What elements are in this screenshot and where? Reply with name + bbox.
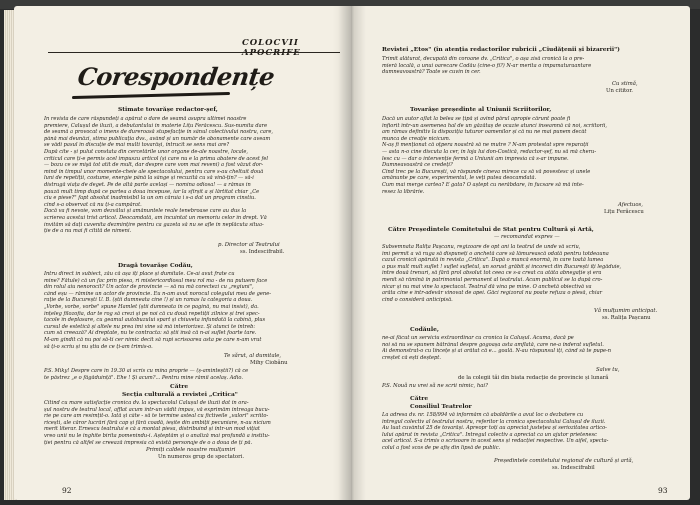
- section-logo: Corespondențe: [75, 62, 277, 91]
- letter3-closing-group: Un numeros grup de spectatori.: [158, 454, 245, 460]
- block5-to-name: Consiliul Teatrelor: [410, 403, 472, 410]
- text-line: P.S. Miky! Despre care în 19.30 ai scris cu mîna proprie — (ș-aminteștii?) că ce: [44, 368, 249, 374]
- block1-closing-name: Un cititor.: [606, 88, 633, 94]
- text-line: dumneavoastră? Toate se cuvin în cer.: [382, 69, 481, 76]
- text-line: înțeleg filozofia, dar te rog să crezi și pe noi că cu două repetiții zilnice și trei spec-: [44, 310, 260, 317]
- left-fold-shadow: [332, 6, 352, 500]
- text-line: acel articol. S-a trimis o scrisoare în acest sens și redacției respective. Un aifel, specta-: [382, 438, 609, 445]
- text-line: te păstrez „e o făgăduință". Ehe ! Și acum?... Pentru mine rămîi acelaș. Adio.: [44, 374, 243, 381]
- text-line: Cînd trec pe la București, vă răspunde cineva mireze ca să vă povestesc și unele: [382, 168, 591, 175]
- text-line: — bozu ce se mişă tot atît de mult, dar despre care vom mai reveni) a fost văzut dor-: [44, 162, 263, 169]
- text-line: M-am gîndit că nu poi să-ti cer nimic decît să rupi scrisoarea asta pe care n-am vrut: [44, 337, 262, 343]
- text-line: cursul de estetică și altele nu prea îmi vine să mă interiorizez. Și atunci te întreb:: [44, 323, 256, 330]
- letter1-salutation: Stimate tovarășe redactor-șef,: [118, 106, 218, 113]
- text-line: creștet că ești deștept.: [382, 354, 441, 361]
- text-line: Citind cu mare satisfacție cronica dv. la spectacolul Calușul de iluzii dat în ora-: [44, 400, 249, 406]
- section-logo-underline: [72, 92, 230, 99]
- letter1-signature-name: ss. Indescifrabil.: [240, 249, 285, 255]
- text-line: lului apărut în revista „Critica". Întregul colectiv a apreciat ca un ajutor prietenesc: [382, 431, 598, 438]
- block2-closing: Afectuos,: [618, 202, 643, 208]
- text-line: să ți-o scriu și nu știu de ce ți-am trimis-o.: [44, 343, 153, 350]
- block3-closing: Vă mulțumim anticipat.: [594, 308, 658, 314]
- text-line: Ai demonstrat-o cu lîncețe și ai arătat că e... goală. N-au răspunsul iți, când să te pupe-n: [382, 348, 612, 355]
- text-line: între două trenuri, să fără prol absolut tot ceea ce s-a creat cu atâta abnegație și era: [382, 270, 602, 277]
- letter2-salutation: Dragă tovarășe Codău,: [118, 262, 193, 269]
- block5-closing-name: ss. Indescifrabil: [552, 465, 595, 471]
- right-page: [352, 6, 690, 500]
- text-line: de seamă a provocat o imens de dureroasă stupefacție în sânul colectivului nostru, care,: [44, 129, 273, 136]
- text-line: cînd s-a observat că nu ți-a cumpărat.: [44, 201, 142, 208]
- text-line: mind în timpul unor momente-cheie ale spectacolului, pentru care s-au cheltuit două: [44, 168, 264, 175]
- text-line: munca de creație nicicum.: [382, 135, 451, 142]
- block1-closing: Cu stimă,: [612, 81, 638, 87]
- letter3-to-label: Către: [170, 383, 189, 390]
- letter1-signature-title: p. Director al Teatrului: [218, 242, 280, 248]
- text-line: cînd o consideră anticipisă.: [382, 296, 453, 303]
- text-line: amănunte pe care, experimentul, le veți putea deocamdată.: [382, 175, 537, 182]
- text-line: vreo unii nu le înghite birita pomenindu-i. Așteptăm și o analiză mai profundă a institu-: [44, 433, 270, 439]
- text-line: ricești, ale căror lucrări fără cap și fără coadă, ieșite din ambiții pecuniare, n-au nicium: [44, 419, 271, 426]
- text-line: am rămas definitiv la dispoziția tuturor oamenilor și că nu ne mai punem decât: [382, 129, 587, 136]
- text-line: pauză mult timp după ce partea a doua începuse, iar la sfîrșit a și lărtitat chiar „Ce: [44, 188, 260, 195]
- text-line: ciu e piese?" fapt absolut inadmisibil la un om căruia i s-a dat un program cinstiu.: [44, 195, 256, 202]
- block1-heading: Revistei „Etos" (în atenția redactorilor rubricii „Ciudățenii și bizarerii"): [382, 46, 620, 53]
- running-head: COLOCVII APOCRIFE: [242, 38, 301, 58]
- text-line: luni de repetiții, costume, energie până la sânge și recuzită cu să vină-țin? — să-i: [44, 175, 254, 182]
- block5-closing: Președintele comitetului regional de cultură și artă,: [494, 458, 634, 464]
- text-line: când eșu — rămîne un actor de provincie. Eu n-am avut norocul colegului meu de gene-: [44, 290, 271, 297]
- text-line: La adresa dv. nr. 158/994 vă informăm că abaldările a avut loc o dezbatere cu: [382, 412, 584, 418]
- text-line: invităm să dați cuvenita dezmințire pentru ca gazeta să nu se afle în neplăcuta situa-: [44, 221, 264, 228]
- text-line: a pus mult mult suflet ! suflet sufletul, un sorust grăbit și incorect din București îți legăduie,: [382, 263, 622, 270]
- text-line: arăta cine e într-adevăr vinovat de apei. Găci regizoral nu poate refuza o piesă, chiar: [382, 290, 603, 297]
- text-line: rație de la București U. B. (știi dumneata cine !) și un ramas la categoria a doua.: [44, 297, 253, 304]
- block2-heading: Tovarășe președinte al Uniunii Scriitorilor,: [410, 106, 552, 113]
- text-line: ției pentru că altfel se creează impresia că există personaje de o a doua de ți pă.: [44, 439, 253, 446]
- text-line: cazul cronicii apărută în revista „Critica". După o muncă enormă, în care toată lumea: [382, 257, 604, 264]
- text-line: Au luat cuvântul 25 de tovarăși. Apreopr toți au apreciat justețea și seriozitatea artico-: [382, 425, 607, 432]
- text-line: În revista de care răspundeți a apărut o dare de seamă asupra ultimei noastre: [44, 116, 247, 122]
- block2-closing-name: Lițu Ferăcescu: [604, 209, 644, 215]
- text-line: Dacă va fi nevoie, vom dezvălui și amănuntele reale tenebroase care au dus la: [44, 208, 247, 215]
- text-line: resez la librărie.: [382, 188, 425, 195]
- text-line: rie pe care am resimțit-o. Iată și câte - să te termine asteal cu fictiveile „valori" scriito-: [44, 413, 269, 420]
- text-line: colul a fost scos de pe afiș din lipsă de public.: [382, 445, 501, 451]
- text-line: Dacă un autor aflat la belea se țipă și avînd părul apropie cărunt poate fi: [382, 116, 571, 122]
- text-line: menit să rămînă în patrimoniul permanent al teatrului. Acum publicul se la după cro-: [382, 277, 603, 283]
- block3-note: — recomandat expres —: [494, 234, 560, 240]
- letter2-closing-name: Mihy Ciobânu: [250, 360, 288, 366]
- text-line: până mai deunăzi, stima publicația dvs., având și un număr de abonamente care aveam: [44, 135, 271, 142]
- text-line: „Vorbe, vorbe, vorbe" spune Hamlet (știi dumneata în ce pagină, nu mai insist), da.: [44, 304, 259, 310]
- page-number-left: 92: [62, 486, 72, 495]
- block3-closing-name: ss. Ralița Pașcanu: [602, 315, 651, 321]
- letter3-to-name: Secția culturală a revistei „Critica": [122, 391, 238, 398]
- page-number-right: 93: [658, 486, 668, 495]
- text-line: ne-ai făcut un serviciu extraordinar cu cronica la Calușul. Acuma, dacă pe: [382, 335, 574, 341]
- text-line: După cite - și pulut constata din cercetările unor organe de-ale noastre, locale,: [44, 149, 249, 155]
- block5-to-label: Către: [410, 395, 429, 402]
- text-line: cum să creează? Ai dreptate, nu te contracta: să știi însă că n-ai suflet foarte tare.: [44, 330, 257, 337]
- text-line: mieră locală, a unui oarecare Codău (cine-o fi?) N-ar merita o impamaturaantare: [382, 62, 592, 69]
- text-line: șul nostru de teatrul local, afflat acum într-un vădit impas, vă exprimăm întreaga bucu-: [44, 406, 270, 413]
- text-line: Subsemnata Ralița Pașcanu, regizoare de opt ani la teatrul de unde vă scriu,: [382, 244, 581, 250]
- text-line: noi să nu se spunem bătrânul despre gogoașa asta amflată, care ne-a înderat sufletul.: [382, 341, 604, 348]
- text-line: criticul care ți-e permis acel impuszu articol (și care nu e la primu abatere de acest fel: [44, 155, 269, 162]
- text-line: îmi permit a vă ruga să dispuneți o anchetă care să lămurească odată pentru totdeauna: [382, 250, 609, 257]
- header-rule: [48, 52, 340, 53]
- text-line: Dumneavoastră ce credeți?: [382, 162, 453, 169]
- text-line: Trimit alăturat, decupată din coroane dv. „Critica", o așa zisă cronică la o pre-: [382, 56, 585, 62]
- text-line: înfiorit într-un asemenea hal de un găzătaș de ocazie atunci înseamnă că noi, scriitorii,: [382, 122, 608, 129]
- text-line: merit literar. Ernescu teatrului e că a montat piesa, distribuind și într-un mod vițiat: [44, 426, 260, 433]
- text-line: se vădi pasul în discuție de mai multi tovarăși, întrucît se sens mai are?: [44, 142, 230, 149]
- text-line: Intru direct in subiect, zău că așa îți place și dumitale. Ce-ai avut frate cu: [44, 271, 235, 277]
- block3-heading: Către Președintele Comitetului de Stat pentru Cultură și Artă,: [388, 226, 594, 233]
- text-line: tacole în deplasare, cu geamul autobuzului spart și chiuveta infundată la cabină, plus: [44, 317, 266, 324]
- text-line: lesc cu — dar o intervenție fermă a Uniunii am impresia că s-ar impune.: [382, 155, 569, 162]
- text-line: ție de a nu mai fi citită de nimeni.: [44, 228, 132, 235]
- text-line: întregul colectiv al teatrului nostru, referitor la cronica spectacolului Calușul de iluzii.: [382, 418, 606, 425]
- text-line: distrugă viața de deget. Pe de altă parte același — nomina odiosa! — a rămas in: [44, 182, 251, 188]
- text-line: scrierea acestui trist articol. Deocamdată, am încuintat un memoriu celor în drept. Vă: [44, 215, 267, 221]
- letter3-closing: Primiți caldele noastre mulțumiri: [146, 447, 236, 453]
- text-line: mine? Fătule) că un fac prin piesa, ri mistericordiosul meu rol ma - de nu putuem face: [44, 277, 268, 284]
- left-page: [14, 6, 352, 500]
- text-line: din rolul aiu nenorocit? Un actor de provincie — să nu mă corectezi cu „regiuni",: [44, 284, 254, 291]
- text-line: N-aș fi menționat că oțpera noastră să ne mutre ? N-am protestat spre reparații: [382, 142, 589, 149]
- text-line: — asta n-o cine discuta la cer, în loja lui don-Costică, redactor-șef, nu să mă cheru-: [382, 149, 597, 155]
- block4-closing: Salve tu,: [596, 367, 620, 373]
- letter2-closing: Te sărut, al dumitale,: [224, 353, 282, 359]
- block4-postscript: P.S. Nouă nu vrei să ne scrii nimic, hai?: [382, 383, 488, 389]
- text-line: premiere, Calușul de iluzii, a debutantului în materie Lițu Ferăcescu. Sus-numita dare: [44, 122, 268, 129]
- block4-closing-from: de la colegii tăi din biata redacție de provincie și lunară: [458, 375, 609, 381]
- text-line: nicar și nu mai vine la spectacol. Teatrul dă vina pe mine. O anchetă obiectivă va: [382, 283, 592, 290]
- block4-heading: Codăule,: [410, 326, 439, 333]
- text-line: Cum mai merge cartea? E gata? O aștept cu nerăbdare, în fucsare să mă inte-: [382, 182, 584, 188]
